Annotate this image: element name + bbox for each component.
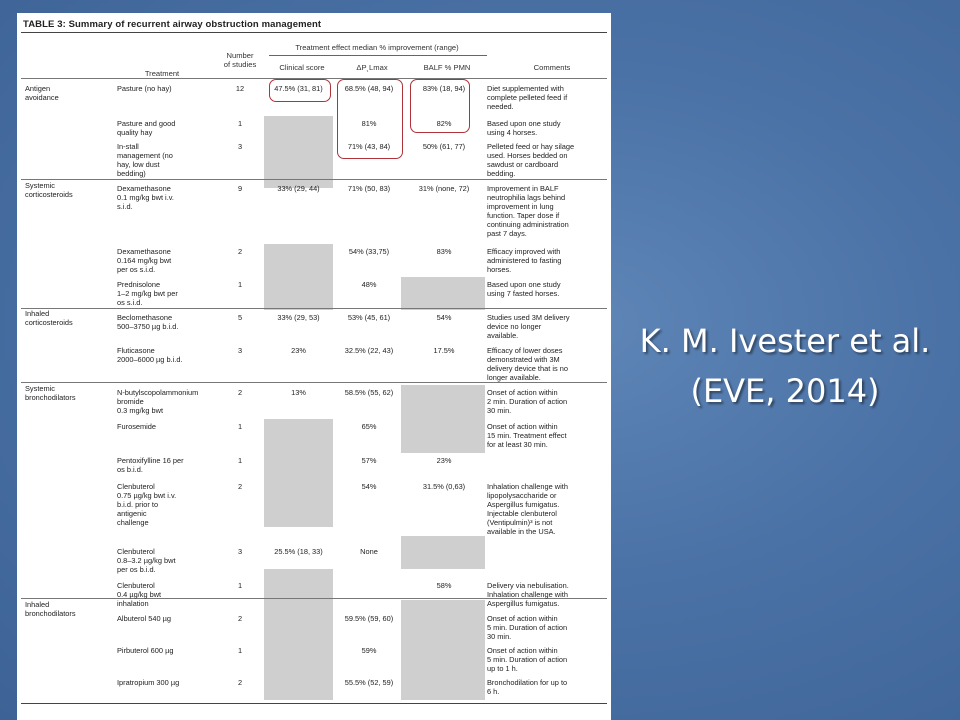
- row-delta: 57%: [361, 456, 377, 465]
- row-balf: 17.5%: [433, 346, 455, 355]
- row-delta: 71% (43, 84): [347, 142, 391, 151]
- row-delta: 32.5% (22, 43): [344, 346, 394, 355]
- row-treatment: Albuterol 540 µg: [117, 614, 171, 623]
- row-comment: Onset of action within 5 min. Duration of action 30 min.: [487, 614, 568, 641]
- row-number: 2: [237, 482, 243, 491]
- header-number-of-studies: Number of studies: [223, 51, 257, 69]
- row-balf: 83%: [436, 247, 452, 256]
- row-number: 3: [237, 142, 243, 151]
- header-balf-pmn: BALF % PMN: [423, 63, 471, 72]
- group-systemic-corticosteroids: Systemic corticosteroids: [25, 181, 73, 199]
- row-comment: Based upon one study using 7 fasted horses.: [487, 280, 561, 298]
- row-treatment: Clenbuterol 0.4 µg/kg bwt inhalation: [117, 581, 162, 608]
- empty-cell-shade: [401, 277, 485, 310]
- row-balf: 83% (18, 94): [422, 84, 466, 93]
- citation-source: (EVE, 2014): [690, 372, 880, 410]
- empty-cell-shade: [264, 244, 333, 310]
- row-delta: 71% (50, 83): [347, 184, 391, 193]
- header-treatment: Treatment: [144, 69, 180, 78]
- row-comment: Onset of action within 2 min. Duration of action 30 min.: [487, 388, 568, 415]
- table-image-panel: [17, 13, 611, 720]
- row-delta: 53% (45, 61): [347, 313, 391, 322]
- row-delta: 65%: [361, 422, 377, 431]
- row-treatment: Ipratropium 300 µg: [117, 678, 180, 687]
- row-delta: 54%: [361, 482, 377, 491]
- row-number: 2: [237, 614, 243, 623]
- row-number: 3: [237, 547, 243, 556]
- row-comment: Onset of action within 15 min. Treatment effect for at least 30 min.: [487, 422, 567, 449]
- empty-cell-shade: [401, 536, 485, 569]
- row-comment: Efficacy improved with administered to fasting horses.: [487, 247, 562, 274]
- group-rule: [21, 308, 607, 309]
- row-delta: None: [360, 547, 378, 556]
- row-delta: 59%: [361, 646, 377, 655]
- row-clinical: 33% (29, 44): [277, 184, 320, 193]
- row-clinical: 13%: [291, 388, 306, 397]
- empty-cell-shade: [264, 569, 333, 700]
- row-clinical: 25.5% (18, 33): [274, 547, 323, 556]
- group-inhaled-bronchodilators: Inhaled bronchodilators: [25, 600, 76, 618]
- header-comments: Comments: [533, 63, 571, 72]
- row-balf: 58%: [436, 581, 452, 590]
- row-clinical: 47.5% (31, 81): [274, 84, 323, 93]
- empty-cell-shade: [401, 385, 485, 453]
- row-treatment: Pentoxifylline 16 per os b.i.d.: [117, 456, 184, 474]
- row-comment: Based upon one study using 4 horses.: [487, 119, 561, 137]
- row-clinical: 23%: [291, 346, 306, 355]
- row-number: 2: [237, 247, 243, 256]
- row-treatment: Pirbuterol 600 µg: [117, 646, 174, 655]
- row-number: 9: [237, 184, 243, 193]
- row-treatment: Pasture (no hay): [117, 84, 172, 93]
- table-title: TABLE 3: Summary of recurrent airway obstruction management: [23, 19, 322, 30]
- row-clinical: 33% (29, 53): [277, 313, 320, 322]
- row-treatment: N-butylscopolammonium bromide 0.3 mg/kg bwt: [117, 388, 199, 415]
- citation: [610, 316, 960, 416]
- row-number: 1: [237, 646, 243, 655]
- row-comment: Studies used 3M delivery device no longer available.: [487, 313, 570, 340]
- row-delta: 54% (33,75): [348, 247, 390, 256]
- row-treatment: In-stall management (no hay, low dust bedding): [117, 142, 173, 178]
- header-group-rule: [269, 55, 487, 56]
- citation-authors: K. M. Ivester et al.: [639, 322, 931, 360]
- group-inhaled-corticosteroids: Inhaled corticosteroids: [25, 309, 73, 327]
- header-treatment-effect: Treatment effect median % improvement (range): [295, 43, 459, 52]
- table-bottom-rule: [21, 703, 607, 704]
- row-comment: Efficacy of lower doses demonstrated with 3M delivery device that is no longer available.: [487, 346, 568, 382]
- row-comment: Onset of action within 5 min. Duration of action up to 1 h.: [487, 646, 568, 673]
- header-delta-pl-max: ΔP˛Lmax: [356, 63, 388, 72]
- row-delta: 68.5% (48, 94): [344, 84, 394, 93]
- row-number: 1: [237, 280, 243, 289]
- row-delta: 48%: [361, 280, 377, 289]
- row-delta: 81%: [361, 119, 377, 128]
- row-number: 1: [237, 119, 243, 128]
- row-treatment: Prednisolone 1–2 mg/kg bwt per os s.i.d.: [117, 280, 178, 307]
- row-delta: 58.5% (55, 62): [344, 388, 394, 397]
- row-comment: Pelleted feed or hay silage used. Horses bedded on sawdust or cardboard bedding.: [487, 142, 575, 178]
- row-comment: Diet supplemented with complete pelleted feed if needed.: [487, 84, 568, 111]
- empty-cell-shade: [264, 419, 333, 527]
- row-balf: 54%: [436, 313, 452, 322]
- row-balf: 50% (61, 77): [422, 142, 466, 151]
- row-treatment: Beclomethasone 500–3750 µg b.i.d.: [117, 313, 179, 331]
- row-number: 5: [237, 313, 243, 322]
- group-antigen-avoidance: Antigen avoidance: [25, 84, 59, 102]
- row-treatment: Pasture and good quality hay: [117, 119, 176, 137]
- row-comment: Inhalation challenge with lipopolysaccharide or Aspergillus fumigatus. Injectable clenbuterol (Ventipulmin)³ is not available in the USA.: [487, 482, 568, 536]
- row-delta: 55.5% (52, 59): [344, 678, 394, 687]
- group-systemic-bronchodilators: Systemic bronchodilators: [25, 384, 76, 402]
- row-comment: Improvement in BALF neutrophilia lags behind improvement in lung function. Taper dose if continuing administration past 7 days.: [487, 184, 569, 238]
- row-number: 2: [237, 388, 243, 397]
- row-comment: Bronchodilation for up to 6 h.: [487, 678, 568, 696]
- row-balf: 31.5% (0,63): [422, 482, 466, 491]
- row-treatment: Fluticasone 2000–6000 µg b.i.d.: [117, 346, 183, 364]
- row-number: 3: [237, 346, 243, 355]
- row-delta: 59.5% (59, 60): [344, 614, 394, 623]
- row-treatment: Clenbuterol 0.75 µg/kg bwt i.v. b.i.d. prior to antigenic challenge: [117, 482, 177, 527]
- group-rule: [21, 179, 607, 180]
- row-number: 1: [237, 456, 243, 465]
- row-number: 2: [237, 678, 243, 687]
- row-number: 1: [237, 581, 243, 590]
- row-treatment: Dexamethasone 0.1 mg/kg bwt i.v. s.i.d.: [117, 184, 174, 211]
- header-clinical-score: Clinical score: [279, 63, 325, 72]
- empty-cell-shade: [264, 116, 333, 188]
- row-treatment: Furosemide: [117, 422, 157, 431]
- row-balf: 31% (none, 72): [418, 184, 470, 193]
- row-treatment: Clenbuterol 0.8–3.2 µg/kg bwt per os b.i.d.: [117, 547, 176, 574]
- row-number: 12: [235, 84, 245, 93]
- row-number: 1: [237, 422, 243, 431]
- row-treatment: Dexamethasone 0.164 mg/kg bwt per os s.i.d.: [117, 247, 172, 274]
- row-balf: 23%: [436, 456, 452, 465]
- row-balf: 82%: [436, 119, 452, 128]
- empty-cell-shade: [401, 600, 485, 700]
- row-comment: Delivery via nebulisation. Inhalation challenge with Aspergillus fumigatus.: [487, 581, 569, 608]
- top-rule: [21, 32, 607, 33]
